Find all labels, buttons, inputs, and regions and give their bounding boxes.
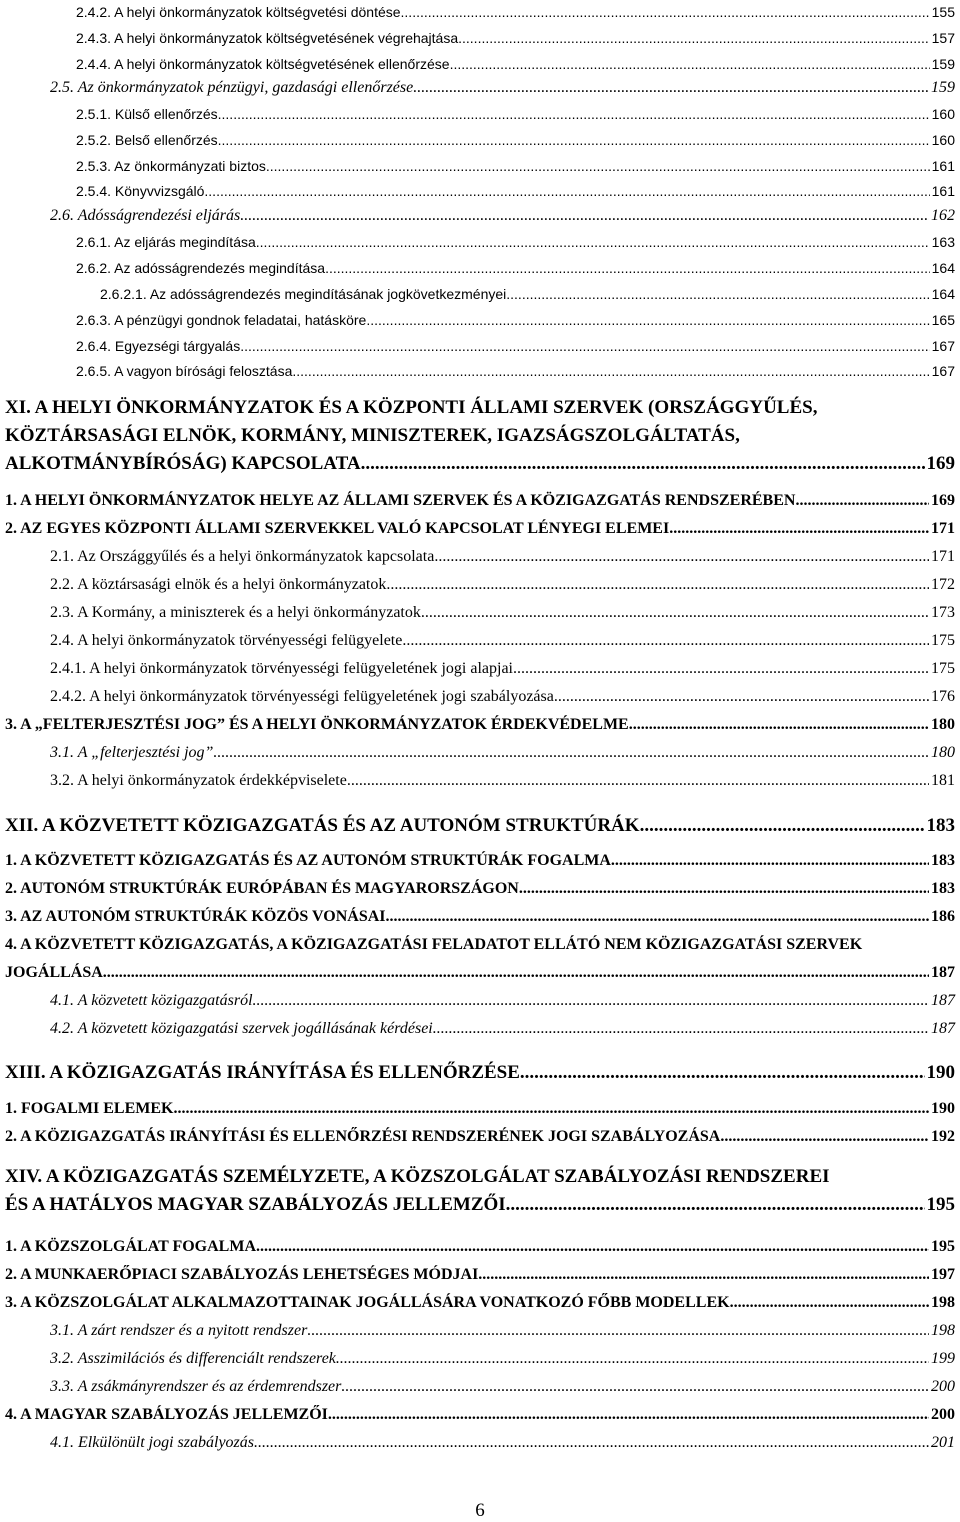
toc-entry-title: KÖZTÁRSASÁGI ELNÖK, KORMÁNY, MINISZTEREK, IGAZSÁGSZOLGÁLTATÁS, xyxy=(5,425,740,446)
toc-entry-page: 172 xyxy=(931,576,955,593)
toc-entry-page: 187 xyxy=(931,992,955,1009)
toc-entry-title: 2. AZ EGYES KÖZPONTI ÁLLAMI SZERVEKKEL VALÓ KAPCSOLAT LÉNYEGI ELEMEI xyxy=(5,520,670,537)
toc-entry-page: 187 xyxy=(931,1020,955,1037)
toc-entry[interactable] xyxy=(50,207,955,225)
toc-entry-title: 2.6.4. Egyezségi tárgyalás xyxy=(76,338,241,354)
toc-entry[interactable] xyxy=(76,132,955,148)
toc-entry[interactable] xyxy=(50,79,955,97)
dot-leader xyxy=(266,158,930,174)
toc-entry-title: 2.2. A köztársasági elnök és a helyi önkormányzatok xyxy=(50,576,387,593)
toc-entry-title: 3.2. A helyi önkormányzatok érdekképviselete xyxy=(50,772,347,789)
dot-leader xyxy=(240,207,929,225)
toc-entry-page: 159 xyxy=(931,79,955,96)
toc-entry[interactable] xyxy=(76,260,955,276)
dot-leader xyxy=(506,1194,925,1216)
toc-entry-page: 198 xyxy=(931,1294,955,1311)
toc-entry[interactable] xyxy=(76,56,955,72)
toc-entry-page: 201 xyxy=(931,1434,955,1451)
toc-entry-page: 200 xyxy=(931,1378,955,1395)
toc-entry-title: 2.4.2. A helyi önkormányzatok költségvetési döntése xyxy=(76,4,401,20)
toc-entry-title: 2.6. Adósságrendezési eljárás xyxy=(50,207,241,224)
toc-entry-title: 4.1. Elkülönült jogi szabályozás xyxy=(50,1434,254,1451)
toc-entry-title: JOGÁLLÁSA xyxy=(5,964,103,981)
toc-entry-page: 183 xyxy=(931,880,955,897)
toc-entry-title: 2. A KÖZIGAZGATÁS IRÁNYÍTÁSI ÉS ELLENŐRZÉSI RENDSZERÉNEK JOGI SZABÁLYOZÁSA xyxy=(5,1128,721,1145)
dot-leader xyxy=(213,744,929,762)
toc-entry-page: 190 xyxy=(926,1062,955,1083)
toc-entry-page: 197 xyxy=(931,1266,955,1283)
toc-entry-page: 164 xyxy=(931,260,955,276)
toc-entry-title: 2.4. A helyi önkormányzatok törvényességi felügyelete xyxy=(50,632,403,649)
dot-leader xyxy=(253,992,929,1010)
toc-entry-page: 171 xyxy=(931,548,955,565)
toc-entry-page: 199 xyxy=(931,1350,955,1367)
toc-entry-title: 1. FOGALMI ELEMEK xyxy=(5,1100,174,1117)
toc-entry-page: 164 xyxy=(931,286,955,302)
dot-leader xyxy=(434,548,929,566)
toc-entry-page: 169 xyxy=(931,492,955,509)
toc-entry[interactable] xyxy=(5,1238,955,1256)
dot-leader xyxy=(386,576,929,594)
toc-entry-title: XII. A KÖZVETETT KÖZIGAZGATÁS ÉS AZ AUTONÓM STRUKTÚRÁK xyxy=(5,815,640,836)
toc-entry[interactable] xyxy=(5,425,955,447)
toc-entry[interactable] xyxy=(5,492,955,510)
dot-leader xyxy=(256,1238,929,1256)
toc-entry-page: 198 xyxy=(931,1322,955,1339)
toc-entry-title: 2.4.1. A helyi önkormányzatok törvényességi felügyeletének jogi alapjai xyxy=(50,660,513,677)
toc-entry-title: 2.6.1. Az eljárás megindítása xyxy=(76,234,256,250)
toc-entry-page: 181 xyxy=(931,772,955,789)
toc-entry-title: 1. A KÖZVETETT KÖZIGAZGATÁS ÉS AZ AUTONÓM STRUKTÚRÁK FOGALMA xyxy=(5,852,611,869)
toc-entry[interactable] xyxy=(76,234,955,250)
toc-entry-title: ÉS A HATÁLYOS MAGYAR SZABÁLYOZÁS JELLEMZŐI xyxy=(5,1194,506,1215)
toc-entry-title: 4.2. A közvetett közigazgatási szervek jogállásának kérdései xyxy=(50,1020,433,1037)
toc-entry[interactable] xyxy=(5,880,955,898)
toc-entry-title: 3.1. A „felterjesztési jog” xyxy=(50,744,214,761)
toc-entry-title: 2.4.4. A helyi önkormányzatok költségvetésének ellenőrzése xyxy=(76,56,450,72)
toc-entry-page: 190 xyxy=(931,1100,955,1117)
toc-entry-page: 195 xyxy=(926,1194,955,1215)
toc-entry-title: 3.2. Asszimilációs és differenciált rendszerek xyxy=(50,1350,336,1367)
dot-leader xyxy=(218,132,930,148)
toc-entry-page: 169 xyxy=(926,453,955,474)
toc-entry-title: 2.6.2. Az adósságrendezés megindítása xyxy=(76,260,326,276)
toc-entry-title: XI. A HELYI ÖNKORMÁNYZATOK ÉS A KÖZPONTI ÁLLAMI SZERVEK (ORSZÁGGYŰLÉS, xyxy=(5,397,818,418)
dot-leader xyxy=(204,183,929,199)
dot-leader xyxy=(730,1294,929,1312)
dot-leader xyxy=(347,772,929,790)
toc-entry[interactable] xyxy=(5,1166,955,1188)
toc-entry-title: 3.1. A zárt rendszer és a nyitott rendszer xyxy=(50,1322,308,1339)
toc-entry-title: 2.5.1. Külső ellenőrzés xyxy=(76,106,218,122)
toc-entry-page: 160 xyxy=(931,132,955,148)
dot-leader xyxy=(629,716,929,734)
dot-leader xyxy=(611,852,929,870)
dot-leader xyxy=(520,1062,925,1084)
toc-entry-title: 2.3. A Kormány, a miniszterek és a helyi önkormányzatok xyxy=(50,604,421,621)
dot-leader xyxy=(401,4,930,20)
toc-entry[interactable] xyxy=(5,852,955,870)
dot-leader xyxy=(640,815,925,837)
toc-entry-title: 2. A MUNKAERŐPIACI SZABÁLYOZÁS LEHETSÉGES MÓDJAI xyxy=(5,1266,479,1283)
toc-entry-title: ALKOTMÁNYBÍRÓSÁG) KAPCSOLATA xyxy=(5,453,361,474)
dot-leader xyxy=(458,30,930,46)
toc-entry[interactable] xyxy=(76,183,955,199)
toc-entry-page: 161 xyxy=(931,158,955,174)
dot-leader xyxy=(554,688,929,706)
toc-entry-page: 162 xyxy=(931,207,955,224)
toc-entry-page: 200 xyxy=(931,1406,955,1423)
toc-entry[interactable] xyxy=(50,1434,955,1452)
dot-leader xyxy=(506,286,929,302)
toc-entry-page: 175 xyxy=(931,660,955,677)
toc-entry[interactable] xyxy=(50,1350,955,1368)
toc-entry-page: 192 xyxy=(931,1128,955,1145)
toc-entry-title: 2.6.2.1. Az adósságrendezés megindításának jogkövetkezményei xyxy=(100,286,507,302)
toc-entry-title: 2.4.2. A helyi önkormányzatok törvényességi felügyeletének jogi szabályozása xyxy=(50,688,554,705)
toc-entry-page: 175 xyxy=(931,632,955,649)
toc-entry[interactable] xyxy=(5,1100,955,1118)
toc-entry-page: 167 xyxy=(931,338,955,354)
dot-leader xyxy=(254,1434,929,1452)
toc-entry[interactable] xyxy=(5,397,955,419)
toc-entry-title: XIV. A KÖZIGAZGATÁS SZEMÉLYZETE, A KÖZSZOLGÁLAT SZABÁLYOZÁSI RENDSZEREI xyxy=(5,1166,830,1187)
dot-leader xyxy=(336,1350,929,1368)
dot-leader xyxy=(240,338,929,354)
toc-entry-title: 2.6.3. A pénzügyi gondnok feladatai, hatásköre xyxy=(76,312,367,328)
toc-entry-title: 2. AUTONÓM STRUKTÚRÁK EURÓPÁBAN ÉS MAGYARORSZÁGON xyxy=(5,880,519,897)
toc-entry-page: 163 xyxy=(931,234,955,250)
dot-leader xyxy=(366,312,929,328)
toc-entry-title: 2.5. Az önkormányzatok pénzügyi, gazdasági ellenőrzése xyxy=(50,79,414,96)
toc-entry-page: 160 xyxy=(931,106,955,122)
toc-entry-title: 2.5.4. Könyvvizsgáló xyxy=(76,183,205,199)
dot-leader xyxy=(218,106,930,122)
dot-leader xyxy=(478,1266,929,1284)
dot-leader xyxy=(292,363,929,379)
dot-leader xyxy=(256,234,930,250)
toc-entry-title: 1. A HELYI ÖNKORMÁNYZATOK HELYE AZ ÁLLAMI SZERVEK ÉS A KÖZIGAZGATÁS RENDSZERÉBEN xyxy=(5,492,796,509)
toc-entry-title: 4. A KÖZVETETT KÖZIGAZGATÁS, A KÖZIGAZGATÁSI FELADATOT ELLÁTÓ NEM KÖZIGAZGATÁSI SZERVEK xyxy=(5,936,863,953)
toc-entry[interactable] xyxy=(50,548,955,566)
toc-entry[interactable] xyxy=(5,1194,955,1216)
toc-entry[interactable] xyxy=(5,1128,955,1146)
toc-entry[interactable] xyxy=(50,688,955,706)
dot-leader xyxy=(328,1406,929,1424)
toc-entry[interactable] xyxy=(5,520,955,538)
toc-entry-title: 3. AZ AUTONÓM STRUKTÚRÁK KÖZÖS VONÁSAI xyxy=(5,908,386,925)
dot-leader xyxy=(413,79,929,97)
toc-entry[interactable] xyxy=(76,158,955,174)
toc-entry-page: 187 xyxy=(931,964,955,981)
toc-entry[interactable] xyxy=(5,716,955,734)
dot-leader xyxy=(325,260,930,276)
dot-leader xyxy=(519,880,929,898)
toc-entry-title: 2.5.3. Az önkormányzati biztos xyxy=(76,158,266,174)
toc-entry-page: 171 xyxy=(931,520,955,537)
toc-entry-page: 159 xyxy=(931,56,955,72)
toc-entry-title: 4.1. A közvetett közigazgatásról xyxy=(50,992,253,1009)
toc-entry-title: XIII. A KÖZIGAZGATÁS IRÁNYÍTÁSA ÉS ELLENŐRZÉSE xyxy=(5,1062,520,1083)
toc-entry[interactable] xyxy=(5,936,955,954)
toc-entry[interactable] xyxy=(50,772,955,790)
toc-entry[interactable] xyxy=(76,106,955,122)
toc-entry-title: 3. A „FELTERJESZTÉSI JOG” ÉS A HELYI ÖNKORMÁNYZATOK ÉRDEKVÉDELME xyxy=(5,716,629,733)
dot-leader xyxy=(173,1100,929,1118)
toc-entry-title: 2.1. Az Országgyűlés és a helyi önkormányzatok kapcsolata xyxy=(50,548,435,565)
toc-entry-title: 2.5.2. Belső ellenőrzés xyxy=(76,132,218,148)
toc-entry-page: 167 xyxy=(931,363,955,379)
toc-entry[interactable] xyxy=(50,632,955,650)
toc-entry-page: 161 xyxy=(931,183,955,199)
toc-entry[interactable] xyxy=(76,4,955,20)
toc-entry[interactable] xyxy=(76,338,955,354)
dot-leader xyxy=(669,520,929,538)
toc-entry[interactable] xyxy=(50,992,955,1010)
toc-entry[interactable] xyxy=(5,1266,955,1284)
toc-entry-page: 173 xyxy=(931,604,955,621)
dot-leader xyxy=(386,908,930,926)
toc-entry[interactable] xyxy=(50,744,955,762)
page-number: 6 xyxy=(475,1500,485,1521)
toc-entry[interactable] xyxy=(5,1294,955,1312)
toc-entry[interactable] xyxy=(50,1378,955,1396)
toc-entry-title: 3.3. A zsákmányrendszer és az érdemrendszer xyxy=(50,1378,342,1395)
toc-entry[interactable] xyxy=(50,1322,955,1340)
toc-entry[interactable] xyxy=(5,1406,955,1424)
dot-leader xyxy=(433,1020,929,1038)
toc-entry-title: 3. A KÖZSZOLGÁLAT ALKALMAZOTTAINAK JOGÁLLÁSÁRA VONATKOZÓ FŐBB MODELLEK xyxy=(5,1294,730,1311)
dot-leader xyxy=(720,1128,929,1146)
toc-entry[interactable] xyxy=(50,576,955,594)
dot-leader xyxy=(450,56,930,72)
toc-entry[interactable] xyxy=(76,312,955,328)
toc-entry[interactable] xyxy=(50,660,955,678)
dot-leader xyxy=(307,1322,929,1340)
toc-entry-page: 176 xyxy=(931,688,955,705)
toc-entry-page: 183 xyxy=(931,852,955,869)
toc-entry[interactable] xyxy=(50,604,955,622)
dot-leader xyxy=(341,1378,929,1396)
toc-entry[interactable] xyxy=(5,815,955,837)
toc-entry-page: 165 xyxy=(931,312,955,328)
toc-entry-page: 180 xyxy=(931,716,955,733)
toc-entry-page: 180 xyxy=(931,744,955,761)
toc-entry[interactable] xyxy=(100,286,955,302)
dot-leader xyxy=(421,604,929,622)
toc-entry-page: 183 xyxy=(926,815,955,836)
toc-entry[interactable] xyxy=(76,30,955,46)
toc-entry-page: 155 xyxy=(931,4,955,20)
toc-entry-page: 195 xyxy=(931,1238,955,1255)
toc-entry[interactable] xyxy=(5,1062,955,1084)
toc-entry[interactable] xyxy=(5,908,955,926)
dot-leader xyxy=(103,964,929,982)
toc-entry-title: 2.6.5. A vagyon bírósági felosztása xyxy=(76,363,293,379)
toc-entry-page: 157 xyxy=(931,30,955,46)
toc-entry[interactable] xyxy=(76,363,955,379)
toc-entry-title: 1. A KÖZSZOLGÁLAT FOGALMA xyxy=(5,1238,257,1255)
toc-entry[interactable] xyxy=(5,964,955,982)
toc-entry[interactable] xyxy=(50,1020,955,1038)
toc-entry-page: 186 xyxy=(931,908,955,925)
dot-leader xyxy=(795,492,929,510)
toc-entry[interactable] xyxy=(5,453,955,475)
toc-entry-title: 2.4.3. A helyi önkormányzatok költségvetésének végrehajtása xyxy=(76,30,459,46)
toc-entry-title: 4. A MAGYAR SZABÁLYOZÁS JELLEMZŐI xyxy=(5,1406,328,1423)
dot-leader xyxy=(513,660,929,678)
dot-leader xyxy=(361,453,925,475)
dot-leader xyxy=(402,632,929,650)
